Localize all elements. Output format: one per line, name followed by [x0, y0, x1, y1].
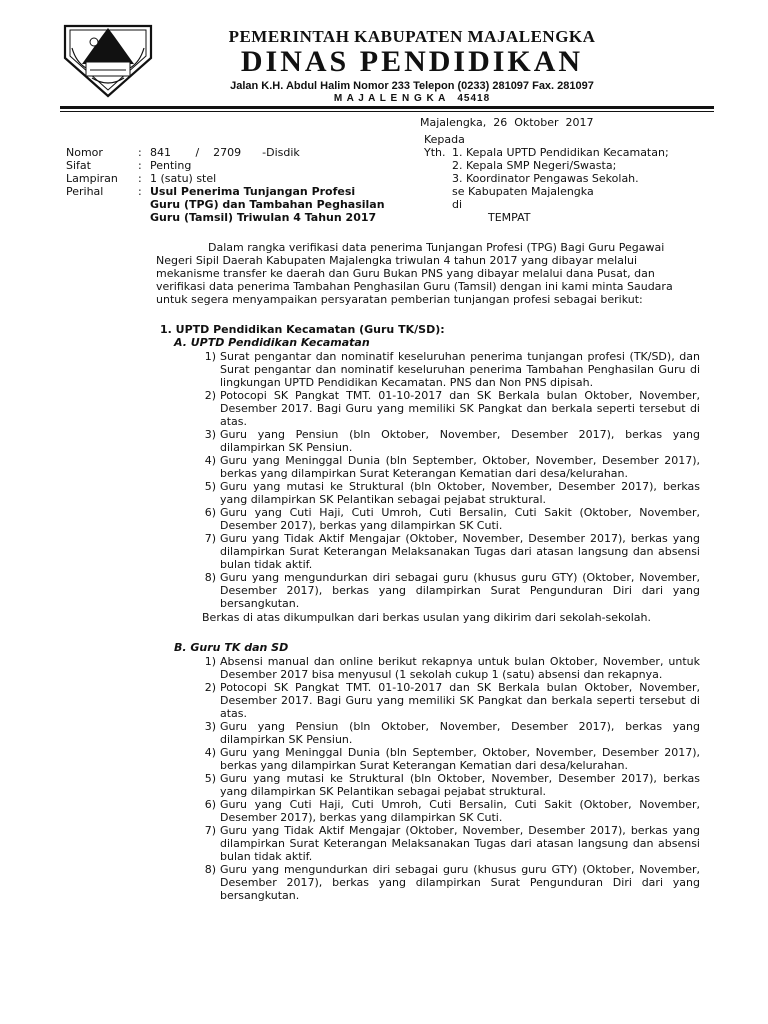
- intro-line: verifikasi data penerima Tambahan Penghasilan Guru (Tamsil) dengan ini kami minta Saudara: [156, 280, 673, 293]
- list-item-text: Guru yang Tidak Aktif Mengajar (Oktober, November, Desember 2017), berkas yang dilampirkan Surat Keterangan Melaksanakan Tugas dari atasan langsung dan absensi bulan tidak aktif.: [220, 824, 700, 863]
- list-item: [196, 533, 700, 572]
- list-item-number: 1): [204, 655, 216, 668]
- letterhead-divider-thin: [60, 111, 714, 112]
- list-item: [196, 429, 700, 455]
- list-item-number: 3): [204, 428, 216, 441]
- section-b-heading: B. Guru TK dan SD: [174, 641, 289, 654]
- list-item-number: 5): [204, 480, 216, 493]
- list-item: [196, 455, 700, 481]
- colon: :: [138, 159, 142, 172]
- recipient-item: 2. Kepala SMP Negeri/Swasta;: [452, 159, 617, 172]
- recipient-di: di: [452, 198, 463, 211]
- list-item: [196, 682, 700, 721]
- colon: :: [138, 172, 142, 185]
- list-item-text: Guru yang Meninggal Dunia (bln September, Oktober, November, Desember 2017), berkas yang dilampirkan Surat Keterangan Kematian dari desa/kelurahan.: [220, 454, 700, 480]
- colon: :: [138, 146, 142, 159]
- perihal-label: Perihal: [66, 185, 104, 198]
- regency-emblem-icon: [62, 18, 154, 100]
- list-item-number: 3): [204, 720, 216, 733]
- list-item-text: Potocopi SK Pangkat TMT. 01-10-2017 dan SK Berkala bulan Oktober, November, Desember 2017. Bagi Guru yang memiliki SK Pangkat dan berkala seperti tersebut di atas.: [220, 389, 700, 428]
- list-item-number: 2): [204, 389, 216, 402]
- recipient-item: 1. Kepala UPTD Pendidikan Kecamatan;: [452, 146, 669, 159]
- intro-line: Negeri Sipil Daerah Kabupaten Majalengka triwulan 4 tahun 2017 yang dibayar melalui: [156, 254, 638, 267]
- list-item: [196, 721, 700, 747]
- list-item: [196, 747, 700, 773]
- list-item: [196, 864, 700, 903]
- lampiran-value: 1 (satu) stel: [150, 172, 217, 185]
- list-item: [196, 507, 700, 533]
- list-item-number: 1): [204, 350, 216, 363]
- list-item: [196, 351, 700, 390]
- perihal-line: Usul Penerima Tunjangan Profesi: [150, 185, 356, 198]
- list-item-text: Guru yang mengundurkan diri sebagai guru (khusus guru GTY) (Oktober, November, Desember 2017), berkas yang dilampirkan Surat Pengunduran Diri dari yang bersangkutan.: [220, 863, 700, 902]
- nomor-value: 841 / 2709 -Disdik: [150, 146, 300, 159]
- intro-line: Dalam rangka verifikasi data penerima Tunjangan Profesi (TPG) Bagi Guru Pegawai: [208, 241, 665, 254]
- list-item-text: Guru yang Pensiun (bln Oktober, November, Desember 2017), berkas yang dilampirkan SK Pensiun.: [220, 720, 700, 746]
- yth-label: Yth.: [424, 146, 446, 159]
- list-item-text: Guru yang Cuti Haji, Cuti Umroh, Cuti Bersalin, Cuti Sakit (Oktober, November, Desember 2017), berkas yang dilampirkan SK Cuti.: [220, 506, 700, 532]
- list-item: [196, 481, 700, 507]
- office-address: Jalan K.H. Abdul Halim Nomor 233 Telepon (0233) 281097 Fax. 281097: [230, 80, 594, 92]
- section-1-heading: 1. UPTD Pendidikan Kecamatan (Guru TK/SD):: [160, 323, 445, 336]
- recipient-tempat: TEMPAT: [488, 211, 531, 224]
- government-name: PEMERINTAH KABUPATEN MAJALENGKA: [228, 27, 596, 46]
- list-item-number: 4): [204, 454, 216, 467]
- recipient-region: se Kabupaten Majalengka: [452, 185, 594, 198]
- list-item-text: Guru yang mutasi ke Struktural (bln Oktober, November, Desember 2017), berkas yang dilampirkan SK Pelantikan sebagai pejabat struktural.: [220, 772, 700, 798]
- nomor-label: Nomor: [66, 146, 103, 159]
- list-item: [196, 572, 700, 611]
- list-item-number: 8): [204, 863, 216, 876]
- list-item-number: 2): [204, 681, 216, 694]
- list-item-text: Surat pengantar dan nominatif keseluruhan penerima tunjangan profesi (TK/SD), dan Surat pengantar dan nominatif keseluruhan penerima Tambahan Penghasilan Guru di lingkungan UPTD Pendidikan Kecamatan. PNS dan Non PNS dipisah.: [220, 350, 700, 389]
- list-item: [196, 799, 700, 825]
- section-a-note: Berkas di atas dikumpulkan dari berkas usulan yang dikirim dari sekolah-sekolah.: [202, 611, 652, 624]
- list-item-number: 5): [204, 772, 216, 785]
- list-item-number: 7): [204, 532, 216, 545]
- list-item: [196, 390, 700, 429]
- list-item-text: Guru yang Cuti Haji, Cuti Umroh, Cuti Bersalin, Cuti Sakit (Oktober, November, Desember 2017), berkas yang dilampirkan SK Cuti.: [220, 798, 700, 824]
- letterhead-divider: [60, 106, 714, 109]
- recipient-item: 3. Koordinator Pengawas Sekolah.: [452, 172, 639, 185]
- intro-line: untuk segera menyampaikan persyaratan pemberian tunjangan profesi sebagai berikut:: [156, 293, 643, 306]
- perihal-line: Guru (TPG) dan Tambahan Peghasilan: [150, 198, 385, 211]
- list-item-number: 4): [204, 746, 216, 759]
- list-item-text: Guru yang Tidak Aktif Mengajar (Oktober, November, Desember 2017), berkas yang dilampirkan Surat Keterangan Melaksanakan Tugas dari atasan langsung dan absensi bulan tidak aktif.: [220, 532, 700, 571]
- sifat-value: Penting: [150, 159, 192, 172]
- list-item-text: Absensi manual dan online berikut rekapnya untuk bulan Oktober, November, untuk Desember 2017 bisa menyusul (1 sekolah cukup 1 (satu) absensi dan rekapnya.: [220, 655, 700, 681]
- letter-date: Majalengka, 26 Oktober 2017: [420, 116, 594, 129]
- list-item-number: 6): [204, 798, 216, 811]
- sifat-label: Sifat: [66, 159, 91, 172]
- office-city: M A J A L E N G K A 45418: [333, 93, 491, 104]
- list-item: [196, 773, 700, 799]
- list-item: [196, 656, 700, 682]
- list-item: [196, 825, 700, 864]
- list-item-text: Potocopi SK Pangkat TMT. 01-10-2017 dan SK Berkala bulan Oktober, November, Desember 2017. Bagi Guru yang memiliki SK Pangkat dan berkala seperti tersebut di atas.: [220, 681, 700, 720]
- perihal-line: Guru (Tamsil) Triwulan 4 Tahun 2017: [150, 211, 377, 224]
- list-item-number: 7): [204, 824, 216, 837]
- list-item-text: Guru yang Pensiun (bln Oktober, November, Desember 2017), berkas yang dilampirkan SK Pensiun.: [220, 428, 700, 454]
- list-item-text: Guru yang mengundurkan diri sebagai guru (khusus guru GTY) (Oktober, November, Desember 2017), berkas yang dilampirkan Surat Pengunduran Diri dari yang bersangkutan.: [220, 571, 700, 610]
- list-item-number: 8): [204, 571, 216, 584]
- lampiran-label: Lampiran: [66, 172, 118, 185]
- list-item-text: Guru yang mutasi ke Struktural (bln Oktober, November, Desember 2017), berkas yang dilampirkan SK Pelantikan sebagai pejabat struktural.: [220, 480, 700, 506]
- list-item-number: 6): [204, 506, 216, 519]
- intro-line: mekanisme transfer ke daerah dan Guru Bukan PNS yang dibayar melalui dana Pusat, dan: [156, 267, 655, 280]
- list-item-text: Guru yang Meninggal Dunia (bln September, Oktober, November, Desember 2017), berkas yang dilampirkan Surat Keterangan Kematian dari desa/kelurahan.: [220, 746, 700, 772]
- office-name: DINAS PENDIDIKAN: [240, 45, 584, 78]
- kepada-label: Kepada: [424, 133, 465, 146]
- section-a-heading: A. UPTD Pendidikan Kecamatan: [174, 336, 370, 349]
- colon: :: [138, 185, 142, 198]
